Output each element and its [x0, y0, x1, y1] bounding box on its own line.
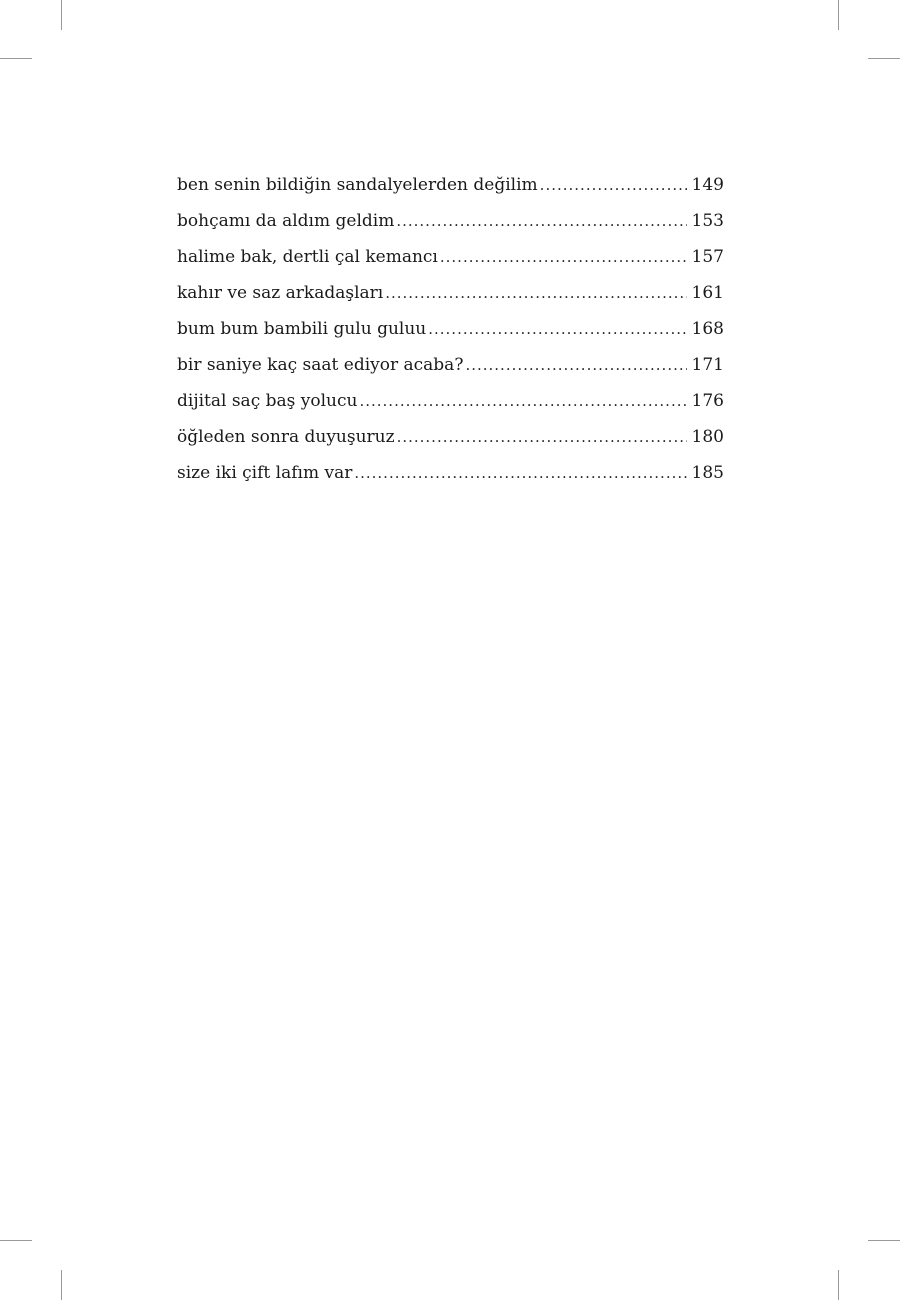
toc-entry[interactable]	[177, 353, 724, 389]
toc-entry[interactable]	[177, 317, 724, 353]
table-of-contents	[177, 173, 724, 497]
toc-entry-page: 157	[691, 247, 724, 267]
toc-dot-leader	[440, 245, 687, 269]
toc-entry-page: 168	[691, 319, 724, 339]
toc-entry-title: halime bak, dertli çal kemancı	[177, 247, 438, 267]
toc-entry-title: size iki çift lafım var	[177, 463, 353, 483]
crop-mark-bottom-right-horizontal	[868, 1240, 900, 1241]
toc-dot-leader	[354, 461, 686, 485]
toc-dot-leader	[397, 425, 687, 449]
crop-mark-bottom-right-vertical	[838, 1270, 839, 1300]
toc-entry[interactable]	[177, 389, 724, 425]
toc-entry[interactable]	[177, 425, 724, 461]
crop-mark-top-left-vertical	[61, 0, 62, 30]
toc-entry[interactable]	[177, 461, 724, 497]
toc-entry-title: bohçamı da aldım geldim	[177, 211, 395, 231]
toc-dot-leader	[396, 209, 686, 233]
crop-mark-top-right-horizontal	[868, 58, 900, 59]
toc-entry-page: 171	[691, 355, 724, 375]
toc-entry-page: 176	[691, 391, 724, 411]
toc-dot-leader	[540, 173, 687, 197]
toc-entry-page: 161	[691, 283, 724, 303]
toc-entry-page: 180	[691, 427, 724, 447]
toc-entry-title: ben senin bildiğin sandalyelerden değilim	[177, 175, 538, 195]
toc-dot-leader	[428, 317, 686, 341]
toc-entry[interactable]	[177, 245, 724, 281]
toc-entry[interactable]	[177, 209, 724, 245]
toc-entry-title: bum bum bambili gulu guluu	[177, 319, 427, 339]
crop-mark-bottom-left-horizontal	[0, 1240, 32, 1241]
toc-entry-page: 185	[691, 463, 724, 483]
crop-mark-bottom-left-vertical	[61, 1270, 62, 1300]
toc-dot-leader	[385, 281, 686, 305]
toc-entry-page: 153	[691, 211, 724, 231]
toc-dot-leader	[465, 353, 686, 377]
toc-entry-title: dijital saç baş yolucu	[177, 391, 358, 411]
toc-entry-title: bir saniye kaç saat ediyor acaba?	[177, 355, 464, 375]
toc-entry-title: öğleden sonra duyuşuruz	[177, 427, 395, 447]
toc-entry[interactable]	[177, 173, 724, 209]
crop-mark-top-left-horizontal	[0, 58, 32, 59]
toc-dot-leader	[359, 389, 686, 413]
toc-entry-page: 149	[691, 175, 724, 195]
toc-entry[interactable]	[177, 281, 724, 317]
crop-mark-top-right-vertical	[838, 0, 839, 30]
toc-entry-title: kahır ve saz arkadaşları	[177, 283, 384, 303]
